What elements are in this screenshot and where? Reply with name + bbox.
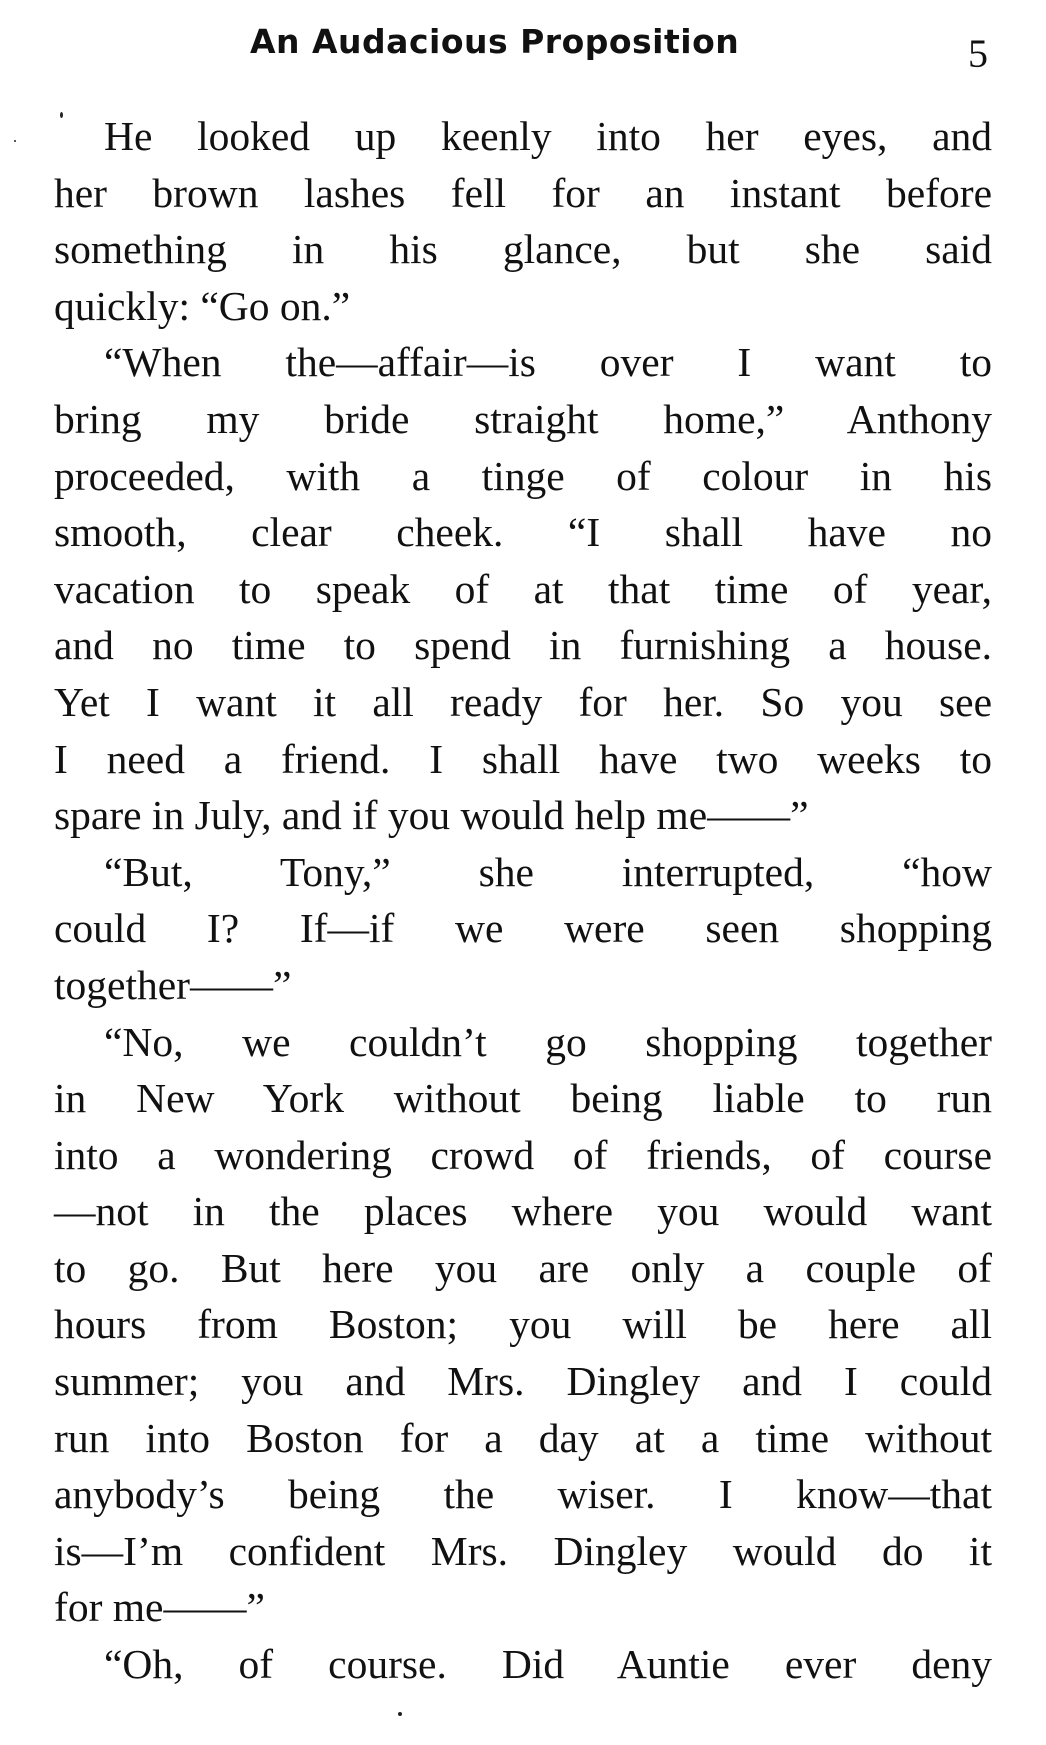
text-line: “Oh, of course. Did Auntie ever deny [104,1641,992,1688]
running-head [0,22,1046,76]
text-line: “No, we couldn’t go shopping together [104,1018,992,1065]
text-line: quickly: “Go on.” [54,282,351,329]
text-line: into a wondering crowd of friends, of course [54,1131,992,1178]
text-line: Yet I want it all ready for her. So you see [54,678,992,725]
text-line: anybody’s being the wiser. I know—that [54,1471,992,1518]
text-line: proceeded, with a tinge of colour in his [54,452,992,499]
text-line: together——” [54,961,292,1008]
text-line: —not in the places where you would want [54,1188,992,1235]
text-line: hours from Boston; you will be here all [54,1301,992,1348]
print-speck [398,1712,402,1716]
text-line: to go. But here you are only a couple of [54,1244,992,1291]
text-line: “When the—affair—is over I want to [104,339,992,386]
text-line: I need a friend. I shall have two weeks to [54,735,992,782]
text-line: “But, Tony,” she interrupted, “how [104,848,992,895]
page-number: 5 [968,31,988,76]
text-line: could I? If—if we were seen shopping [54,905,992,952]
text-line: He looked up keenly into her eyes, and [104,113,992,159]
text-line: vacation to speak of at that time of year, [54,565,992,612]
text-line: bring my bride straight home,” Anthony [54,395,992,442]
text-line: run into Boston for a day at a time without [54,1414,992,1461]
body-text [54,108,992,1693]
text-line: and no time to spend in furnishing a house. [54,622,992,669]
text-line: for me——” [54,1584,265,1631]
text-line: her brown lashes fell for an instant before [54,169,992,216]
running-title: An Audacious Proposition [250,22,740,61]
text-line: summer; you and Mrs. Dingley and I could [54,1358,992,1405]
text-line: is—I’m confident Mrs. Dingley would do it [54,1527,992,1574]
print-speck [14,140,16,142]
text-line: smooth, clear cheek. “I shall have no [54,509,992,556]
text-line: in New York without being liable to run [54,1075,992,1122]
text-line: spare in July, and if you would help me——” [54,792,809,839]
text-line: something in his glance, but she said [54,226,992,273]
